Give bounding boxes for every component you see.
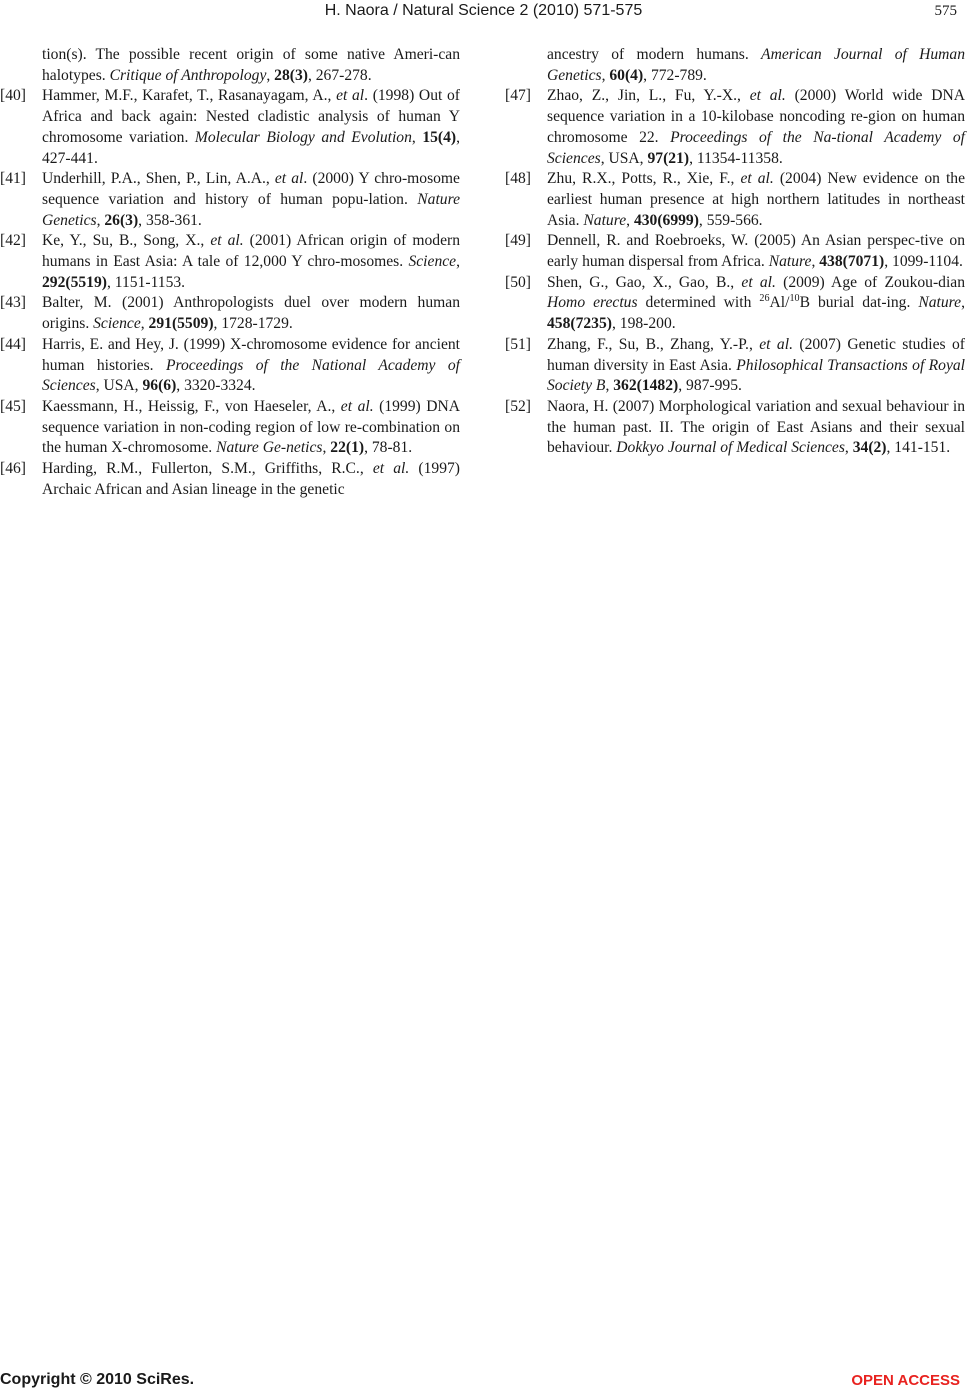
reference-number: [45] [0, 397, 26, 415]
text-run: Al/ [769, 294, 790, 312]
bold-text: 28(3) [274, 66, 308, 84]
open-access-label: OPEN ACCESS [851, 1372, 960, 1389]
text-run: , 11354-11358. [689, 149, 783, 167]
reference-item [0, 459, 460, 500]
reference-text [42, 335, 460, 397]
reference-item [505, 86, 965, 169]
bold-text: 34(2) [852, 439, 887, 457]
text-run: (2000) World wide DNA sequence variation in a 10-kilobase noncoding re-gion on human chromosome 22. [547, 87, 965, 146]
reference-text [547, 273, 965, 335]
reference-list [0, 86, 460, 500]
italic-text: American Journal of Human Genetics [547, 46, 966, 84]
text-run: (2001) African origin of modern humans in East Asia: A tale of 12,000 Y chro-mosomes. [42, 232, 460, 271]
text-run: , 3320-3324. [176, 377, 256, 395]
reference-number: [48] [505, 170, 531, 188]
italic-text: Science [93, 315, 141, 333]
copyright-notice: Copyright © 2010 SciRes. [0, 1371, 195, 1388]
reference-item [505, 335, 965, 397]
text-run: , 1099-1104. [884, 253, 963, 271]
reference-text [42, 293, 460, 334]
text-run: . (1998) Out of Africa and back again: Nested cladistic analysis of human Y chromosome variation. [42, 87, 460, 146]
italic-text: Philosophical Transactions of Royal Society B [547, 356, 965, 395]
reference-item [0, 335, 460, 397]
bold-text: 458(7235) [547, 315, 612, 333]
italic-text: Nature [583, 211, 627, 229]
reference-text [547, 86, 965, 169]
text-run: , 358-361. [138, 211, 202, 229]
text-run: Zhao, Z., Jin, L., Fu, Y.-X., [547, 87, 750, 105]
text-run: Ke, Y., Su, B., Song, X., [42, 232, 211, 250]
reference-text [42, 86, 460, 169]
bold-text: 97(21) [647, 149, 690, 167]
reference-item [0, 231, 460, 293]
text-run: Harris, E. and Hey, J. (1999) X-chromosome evidence for ancient human histories. [42, 335, 460, 374]
text-run: , 772-789. [643, 66, 707, 84]
text-run: , [811, 253, 820, 271]
italic-text: Nature [768, 253, 812, 271]
italic-text: et al. [741, 273, 776, 291]
reference-item [0, 86, 460, 169]
bold-text: 96(6) [142, 377, 177, 395]
text-run: , [961, 294, 966, 312]
text-run: , [140, 315, 149, 333]
text-run: (2009) Age of Zoukou-dian [775, 273, 965, 291]
text-run: tion(s). The possible recent origin of some native Ameri-can halotypes. [42, 46, 460, 84]
reference-text [547, 335, 965, 397]
reference-text [42, 231, 460, 293]
text-run: Naora, H. (2007) Morphological variation and sexual behaviour in the human past. II. The origin of East Asians and their sexual behaviour. [547, 397, 965, 457]
reference-number: [44] [0, 335, 26, 353]
bold-text: 15(4) [422, 128, 457, 146]
reference-continuation [0, 45, 460, 86]
text-run: Underhill, P.A., Shen, P., Lin, A.A., [42, 170, 275, 188]
text-run: , [96, 211, 105, 229]
bold-text: 22(1) [330, 439, 365, 457]
italic-text: Nature Genetics [42, 190, 460, 229]
italic-text: Molecular Biology and Evolution [194, 128, 412, 146]
reference-text [547, 397, 965, 459]
text-run: , 78-81. [364, 439, 413, 457]
bold-text: 292(5519) [42, 273, 107, 291]
italic-text: Dokkyo Journal of Medical Sciences [616, 439, 845, 457]
text-run: , [844, 439, 853, 457]
italic-text: Homo erectus [547, 294, 638, 312]
text-run: , 1728-1729. [213, 315, 293, 333]
superscript-text: 26 [759, 293, 770, 305]
italic-text: et al. [740, 170, 774, 188]
text-run: , [322, 439, 331, 457]
italic-text: Proceedings of the National Academy of Sciences [42, 356, 460, 395]
reference-item [0, 397, 460, 459]
text-run: , 987-995. [678, 377, 742, 395]
text-run: Harding, R.M., Fullerton, S.M., Griffiths, R.C., [42, 460, 373, 478]
reference-number: [46] [0, 460, 26, 478]
italic-text: et al. [749, 87, 786, 105]
text-run: , 559-566. [698, 211, 763, 229]
bold-text: 438(7071) [819, 253, 885, 271]
text-run: determined with [637, 294, 760, 312]
text-run: ancestry of modern humans. [547, 46, 762, 63]
text-run: (2007) Genetic studies of human diversity in East Asia. [547, 335, 965, 374]
page-number: 575 [934, 3, 957, 19]
reference-text [42, 169, 460, 231]
reference-number: [42] [0, 232, 26, 250]
text-run: , 141-151. [886, 439, 951, 457]
text-run: (1999) DNA sequence variation in non-coding region of low re-combination on the human X-chromosome. [42, 397, 461, 457]
bold-text: 430(6999) [633, 211, 699, 229]
italic-text: et al. [372, 460, 410, 478]
italic-text: et al [274, 170, 304, 188]
text-run: Kaessmann, H., Heissig, F., von Haeseler, A., [42, 397, 341, 415]
italic-text: Nature [918, 294, 962, 312]
reference-item [0, 293, 460, 334]
bold-text: 26(3) [104, 211, 139, 229]
text-run: , 198-200. [611, 315, 676, 333]
text-run: , USA, [95, 377, 143, 395]
reference-item [505, 231, 965, 272]
italic-text: Science [408, 253, 457, 271]
right-column [505, 45, 965, 459]
text-run: , [601, 66, 610, 84]
text-run: (1997) Archaic African and Asian lineage in the genetic [42, 460, 460, 498]
text-run: . (2000) Y chro-mosome sequence variation and history of human popu-lation. [42, 170, 460, 208]
reference-item [505, 169, 965, 231]
reference-continuation [505, 45, 965, 86]
text-run: Shen, G., Gao, X., Gao, B., [547, 273, 742, 291]
text-run: Balter, M. (2001) Anthropologists duel over modern human origins. [42, 294, 460, 333]
text-run: B burial dat-ing. [799, 294, 919, 312]
reference-number: [50] [505, 273, 531, 291]
text-run: , 427-441. [42, 128, 460, 167]
italic-text: et al. [340, 397, 374, 415]
text-run: , [411, 128, 423, 146]
text-run: , 267-278. [307, 66, 372, 84]
superscript-text: 10 [789, 293, 800, 305]
text-run: Zhu, R.X., Potts, R., Xie, F., [547, 170, 741, 188]
reference-number: [52] [505, 397, 531, 415]
text-run: , [626, 211, 634, 229]
running-header: H. Naora / Natural Science 2 (2010) 571-575 [324, 2, 643, 19]
reference-number: [43] [0, 294, 26, 312]
text-run: Hammer, M.F., Karafet, T., Rasanayagam, A., [42, 87, 337, 105]
text-run: , [605, 377, 614, 395]
italic-text: Proceedings of the Na-tional Academy of Sciences [547, 128, 966, 167]
text-run: Zhang, F., Su, B., Zhang, Y.-P., [547, 335, 760, 353]
reference-number: [40] [0, 87, 26, 105]
italic-text: Critique of Anthropology [109, 66, 267, 84]
reference-text [42, 459, 460, 500]
reference-text [547, 169, 965, 231]
reference-item [0, 169, 460, 231]
reference-list [505, 86, 965, 459]
bold-text: 291(5509) [148, 315, 214, 333]
left-column [0, 45, 460, 500]
bold-text: 362(1482) [613, 377, 679, 395]
text-run: Dennell, R. and Roebroeks, W. (2005) An Asian perspec-tive on early human dispersal from Africa. [547, 232, 965, 271]
text-run: (2004) New evidence on the earliest human presence at high northern latitudes in northeast Asia. [547, 170, 966, 229]
reference-number: [51] [505, 335, 531, 353]
bold-text: 60(4) [609, 66, 644, 84]
text-run: , [456, 253, 460, 271]
reference-text [547, 231, 965, 272]
italic-text: et al. [759, 335, 793, 353]
italic-text: Nature Ge-netics [216, 439, 323, 457]
reference-number: [49] [505, 232, 531, 250]
reference-number: [41] [0, 170, 26, 188]
reference-item [505, 397, 965, 459]
text-run: , [266, 66, 275, 84]
reference-item [505, 273, 965, 335]
reference-text [42, 397, 460, 459]
text-run: , 1151-1153. [106, 273, 186, 291]
reference-number: [47] [505, 87, 531, 105]
italic-text: et al. [210, 232, 244, 250]
text-run: , USA, [600, 149, 648, 167]
italic-text: et al [336, 87, 365, 105]
